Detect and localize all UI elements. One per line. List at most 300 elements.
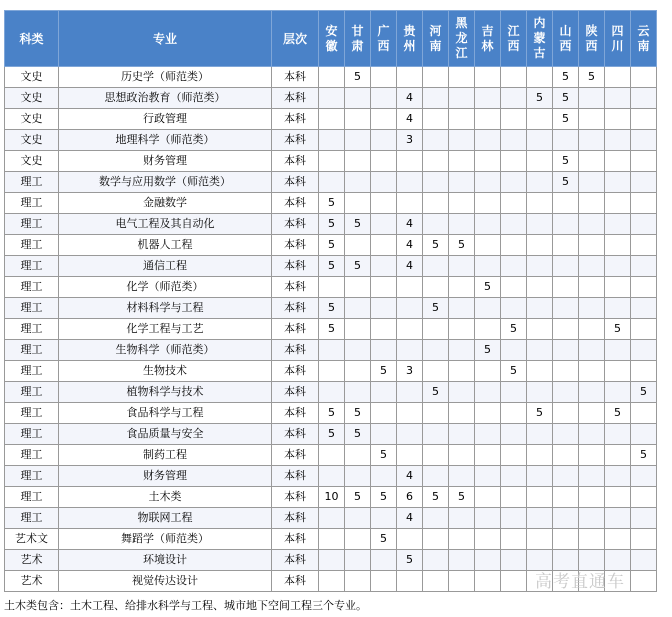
- cell-plan-count: [605, 382, 631, 403]
- header-province-char: 广: [377, 23, 390, 38]
- cell-plan-count: [371, 172, 397, 193]
- cell-plan-count: [345, 445, 371, 466]
- header-province-char: 徽: [325, 38, 338, 53]
- table-row: [5, 256, 657, 277]
- cell-plan-count: [553, 298, 579, 319]
- cell-plan-count: [527, 487, 553, 508]
- header-province-char: 四: [611, 23, 624, 38]
- cell-plan-count: [423, 529, 449, 550]
- header-province-char: 江: [455, 46, 468, 60]
- cell-plan-count: [527, 529, 553, 550]
- table-row: [5, 424, 657, 445]
- cell-category: 文史: [5, 88, 59, 109]
- cell-plan-count: [527, 361, 553, 382]
- cell-plan-count: [397, 445, 423, 466]
- cell-plan-count: [631, 235, 657, 256]
- table-row: [5, 403, 657, 424]
- table-row: [5, 340, 657, 361]
- cell-plan-count: 5: [579, 67, 605, 88]
- header-province: [345, 11, 371, 67]
- cell-plan-count: [527, 508, 553, 529]
- cell-plan-count: [553, 487, 579, 508]
- cell-plan-count: [631, 319, 657, 340]
- cell-plan-count: [527, 382, 553, 403]
- cell-plan-count: 5: [345, 256, 371, 277]
- cell-category: 文史: [5, 67, 59, 88]
- cell-major: 材料科学与工程: [59, 298, 272, 319]
- cell-plan-count: [449, 445, 475, 466]
- cell-plan-count: [605, 298, 631, 319]
- table-row: [5, 298, 657, 319]
- cell-plan-count: [527, 193, 553, 214]
- cell-plan-count: [423, 277, 449, 298]
- cell-plan-count: [423, 424, 449, 445]
- cell-plan-count: [371, 340, 397, 361]
- cell-plan-count: [397, 319, 423, 340]
- cell-plan-count: [605, 445, 631, 466]
- cell-plan-count: [475, 487, 501, 508]
- cell-plan-count: [527, 235, 553, 256]
- cell-major: 金融数学: [59, 193, 272, 214]
- cell-plan-count: [319, 571, 345, 592]
- cell-plan-count: [579, 193, 605, 214]
- table-row: [5, 214, 657, 235]
- cell-plan-count: [553, 277, 579, 298]
- cell-major: 制药工程: [59, 445, 272, 466]
- cell-category: 理工: [5, 277, 59, 298]
- cell-plan-count: [475, 445, 501, 466]
- cell-plan-count: [579, 256, 605, 277]
- cell-plan-count: [579, 424, 605, 445]
- cell-plan-count: [527, 130, 553, 151]
- cell-plan-count: [449, 277, 475, 298]
- cell-major: 思想政治教育（师范类）: [59, 88, 272, 109]
- header-province: [527, 11, 553, 67]
- cell-plan-count: [475, 550, 501, 571]
- cell-category: 艺术文: [5, 529, 59, 550]
- cell-plan-count: [319, 550, 345, 571]
- cell-plan-count: [501, 571, 527, 592]
- cell-plan-count: [423, 88, 449, 109]
- cell-plan-count: [423, 550, 449, 571]
- cell-plan-count: [475, 172, 501, 193]
- cell-plan-count: [397, 67, 423, 88]
- cell-major: 食品质量与安全: [59, 424, 272, 445]
- cell-category: 理工: [5, 214, 59, 235]
- cell-plan-count: [579, 466, 605, 487]
- table-row: [5, 361, 657, 382]
- cell-plan-count: [345, 340, 371, 361]
- cell-plan-count: [501, 130, 527, 151]
- cell-category: 理工: [5, 403, 59, 424]
- cell-major: 化学工程与工艺: [59, 319, 272, 340]
- cell-plan-count: [319, 67, 345, 88]
- cell-plan-count: [371, 550, 397, 571]
- cell-plan-count: 5: [501, 361, 527, 382]
- cell-plan-count: [319, 361, 345, 382]
- cell-plan-count: [501, 172, 527, 193]
- cell-plan-count: [449, 109, 475, 130]
- cell-plan-count: [449, 130, 475, 151]
- cell-plan-count: [423, 109, 449, 130]
- cell-plan-count: [527, 277, 553, 298]
- cell-plan-count: 5: [501, 319, 527, 340]
- cell-plan-count: [423, 319, 449, 340]
- cell-plan-count: [501, 235, 527, 256]
- table-row: [5, 235, 657, 256]
- cell-category: 理工: [5, 487, 59, 508]
- header-province-char: 州: [403, 38, 416, 53]
- cell-plan-count: [449, 88, 475, 109]
- cell-plan-count: [631, 109, 657, 130]
- cell-level: 本科: [272, 340, 319, 361]
- cell-plan-count: [631, 130, 657, 151]
- header-province-char: 云: [637, 23, 650, 38]
- cell-plan-count: [527, 340, 553, 361]
- cell-plan-count: [423, 466, 449, 487]
- cell-level: 本科: [272, 445, 319, 466]
- cell-plan-count: [345, 151, 371, 172]
- cell-plan-count: [553, 445, 579, 466]
- cell-category: 理工: [5, 466, 59, 487]
- cell-plan-count: [449, 319, 475, 340]
- table-row: [5, 151, 657, 172]
- cell-plan-count: [553, 193, 579, 214]
- cell-plan-count: [397, 151, 423, 172]
- cell-major: 植物科学与技术: [59, 382, 272, 403]
- cell-plan-count: [423, 130, 449, 151]
- cell-plan-count: [605, 130, 631, 151]
- cell-category: 理工: [5, 298, 59, 319]
- header-province-char: 西: [559, 38, 572, 53]
- cell-level: 本科: [272, 172, 319, 193]
- cell-plan-count: [631, 508, 657, 529]
- cell-level: 本科: [272, 382, 319, 403]
- cell-plan-count: 5: [345, 424, 371, 445]
- cell-level: 本科: [272, 424, 319, 445]
- header-province: [319, 11, 345, 67]
- cell-plan-count: [579, 109, 605, 130]
- cell-plan-count: [423, 571, 449, 592]
- cell-plan-count: [579, 529, 605, 550]
- cell-plan-count: [527, 445, 553, 466]
- header-province-char: 古: [533, 46, 546, 60]
- cell-plan-count: [345, 508, 371, 529]
- cell-plan-count: [527, 319, 553, 340]
- cell-plan-count: [423, 403, 449, 424]
- cell-major: 数学与应用数学（师范类）: [59, 172, 272, 193]
- cell-major: 视觉传达设计: [59, 571, 272, 592]
- cell-plan-count: 5: [475, 340, 501, 361]
- cell-plan-count: [631, 67, 657, 88]
- cell-plan-count: [371, 235, 397, 256]
- cell-plan-count: [527, 109, 553, 130]
- cell-major: 环境设计: [59, 550, 272, 571]
- header-province: [605, 11, 631, 67]
- cell-plan-count: [397, 571, 423, 592]
- cell-plan-count: [527, 67, 553, 88]
- cell-plan-count: [631, 424, 657, 445]
- cell-major: 物联网工程: [59, 508, 272, 529]
- cell-plan-count: [579, 382, 605, 403]
- cell-category: 理工: [5, 445, 59, 466]
- header-province-char: 蒙: [533, 31, 546, 45]
- cell-plan-count: [345, 277, 371, 298]
- cell-plan-count: [501, 487, 527, 508]
- cell-plan-count: [319, 445, 345, 466]
- cell-plan-count: [475, 424, 501, 445]
- cell-plan-count: [319, 172, 345, 193]
- cell-category: 理工: [5, 361, 59, 382]
- table-row: [5, 88, 657, 109]
- cell-plan-count: [423, 508, 449, 529]
- cell-plan-count: [579, 151, 605, 172]
- cell-level: 本科: [272, 214, 319, 235]
- cell-plan-count: 5: [449, 487, 475, 508]
- cell-plan-count: [449, 508, 475, 529]
- cell-plan-count: [579, 277, 605, 298]
- cell-plan-count: [423, 361, 449, 382]
- cell-major: 生物科学（师范类）: [59, 340, 272, 361]
- cell-plan-count: [475, 109, 501, 130]
- table-row: [5, 277, 657, 298]
- cell-major: 地理科学（师范类）: [59, 130, 272, 151]
- cell-plan-count: 3: [397, 130, 423, 151]
- cell-plan-count: [423, 172, 449, 193]
- cell-plan-count: [605, 361, 631, 382]
- cell-category: 理工: [5, 193, 59, 214]
- cell-plan-count: [605, 193, 631, 214]
- cell-plan-count: [319, 277, 345, 298]
- cell-plan-count: [371, 130, 397, 151]
- header-province-char: 贵: [403, 23, 416, 38]
- cell-plan-count: [553, 319, 579, 340]
- cell-plan-count: [579, 88, 605, 109]
- cell-plan-count: [553, 130, 579, 151]
- cell-plan-count: 5: [475, 277, 501, 298]
- cell-plan-count: [449, 151, 475, 172]
- cell-plan-count: [501, 340, 527, 361]
- table-row: [5, 508, 657, 529]
- header-province-char: 陕: [585, 23, 598, 38]
- cell-plan-count: [319, 529, 345, 550]
- cell-plan-count: [345, 235, 371, 256]
- cell-category: 文史: [5, 151, 59, 172]
- cell-plan-count: [579, 130, 605, 151]
- cell-level: 本科: [272, 88, 319, 109]
- cell-plan-count: [371, 403, 397, 424]
- cell-plan-count: [605, 424, 631, 445]
- cell-plan-count: 5: [449, 235, 475, 256]
- cell-category: 文史: [5, 130, 59, 151]
- cell-plan-count: [449, 256, 475, 277]
- table-row: [5, 382, 657, 403]
- cell-level: 本科: [272, 361, 319, 382]
- cell-plan-count: 5: [423, 487, 449, 508]
- cell-category: 理工: [5, 340, 59, 361]
- cell-plan-count: 5: [319, 298, 345, 319]
- cell-major: 舞蹈学（师范类）: [59, 529, 272, 550]
- header-province-char: 河: [429, 23, 442, 38]
- header-province: [475, 11, 501, 67]
- cell-plan-count: [605, 466, 631, 487]
- cell-plan-count: [605, 151, 631, 172]
- cell-major: 行政管理: [59, 109, 272, 130]
- table-row: [5, 193, 657, 214]
- cell-plan-count: [579, 319, 605, 340]
- cell-plan-count: [501, 277, 527, 298]
- cell-plan-count: [605, 277, 631, 298]
- cell-level: 本科: [272, 151, 319, 172]
- cell-plan-count: [527, 424, 553, 445]
- cell-major: 土木类: [59, 487, 272, 508]
- header-province-char: 肃: [351, 38, 364, 53]
- cell-plan-count: 5: [345, 67, 371, 88]
- header-province-char: 西: [377, 38, 390, 53]
- cell-plan-count: 5: [319, 319, 345, 340]
- cell-plan-count: [605, 487, 631, 508]
- table-row: [5, 529, 657, 550]
- header-category: 科类: [5, 11, 59, 67]
- cell-plan-count: [371, 508, 397, 529]
- cell-plan-count: [631, 151, 657, 172]
- header-province-char: 林: [481, 38, 494, 53]
- cell-plan-count: [371, 256, 397, 277]
- cell-plan-count: [475, 508, 501, 529]
- plan-table-wrapper: [4, 10, 657, 592]
- cell-plan-count: [605, 214, 631, 235]
- cell-plan-count: [631, 403, 657, 424]
- cell-plan-count: [475, 67, 501, 88]
- cell-plan-count: [527, 172, 553, 193]
- cell-plan-count: 5: [527, 403, 553, 424]
- cell-plan-count: 5: [553, 151, 579, 172]
- cell-plan-count: [371, 88, 397, 109]
- header-province-char: 内: [533, 16, 546, 30]
- cell-plan-count: [449, 403, 475, 424]
- cell-plan-count: 4: [397, 88, 423, 109]
- cell-plan-count: [501, 88, 527, 109]
- table-row: [5, 172, 657, 193]
- cell-plan-count: [475, 130, 501, 151]
- cell-category: 理工: [5, 382, 59, 403]
- cell-category: 艺术: [5, 571, 59, 592]
- cell-plan-count: [397, 172, 423, 193]
- header-province: [423, 11, 449, 67]
- cell-plan-count: 5: [319, 256, 345, 277]
- table-row: [5, 130, 657, 151]
- cell-plan-count: [345, 550, 371, 571]
- cell-level: 本科: [272, 130, 319, 151]
- cell-plan-count: [501, 109, 527, 130]
- cell-plan-count: [631, 571, 657, 592]
- cell-plan-count: [579, 361, 605, 382]
- cell-plan-count: 5: [397, 550, 423, 571]
- cell-plan-count: [501, 550, 527, 571]
- cell-level: 本科: [272, 550, 319, 571]
- cell-plan-count: [423, 445, 449, 466]
- cell-plan-count: 5: [605, 403, 631, 424]
- cell-plan-count: [475, 298, 501, 319]
- cell-plan-count: [501, 298, 527, 319]
- cell-plan-count: [397, 298, 423, 319]
- cell-plan-count: [345, 193, 371, 214]
- header-province-char: 江: [507, 23, 520, 38]
- cell-plan-count: [475, 193, 501, 214]
- cell-plan-count: [345, 361, 371, 382]
- cell-plan-count: [501, 151, 527, 172]
- cell-plan-count: [631, 214, 657, 235]
- cell-plan-count: [501, 256, 527, 277]
- cell-plan-count: [345, 109, 371, 130]
- cell-plan-count: [449, 382, 475, 403]
- cell-plan-count: 5: [319, 214, 345, 235]
- cell-plan-count: [501, 403, 527, 424]
- header-province-char: 川: [611, 38, 624, 53]
- cell-plan-count: [579, 235, 605, 256]
- cell-plan-count: 4: [397, 235, 423, 256]
- header-province: [449, 11, 475, 67]
- table-row: [5, 445, 657, 466]
- header-province-char: 安: [325, 23, 338, 38]
- cell-plan-count: [475, 151, 501, 172]
- cell-plan-count: [475, 571, 501, 592]
- cell-plan-count: [553, 403, 579, 424]
- header-province: [371, 11, 397, 67]
- cell-plan-count: [605, 340, 631, 361]
- cell-level: 本科: [272, 235, 319, 256]
- cell-plan-count: [319, 466, 345, 487]
- cell-plan-count: [371, 382, 397, 403]
- cell-plan-count: 6: [397, 487, 423, 508]
- cell-plan-count: 5: [319, 235, 345, 256]
- cell-plan-count: [605, 109, 631, 130]
- cell-plan-count: [553, 466, 579, 487]
- cell-plan-count: [371, 277, 397, 298]
- cell-level: 本科: [272, 466, 319, 487]
- cell-plan-count: [475, 382, 501, 403]
- cell-plan-count: 5: [631, 382, 657, 403]
- header-province: [553, 11, 579, 67]
- cell-plan-count: 5: [371, 445, 397, 466]
- cell-level: 本科: [272, 193, 319, 214]
- footnote: 土木类包含：土木工程、给排水科学与工程、城市地下空间工程三个专业。: [4, 599, 367, 612]
- cell-level: 本科: [272, 403, 319, 424]
- cell-plan-count: [345, 130, 371, 151]
- header-province-char: 龙: [455, 31, 468, 45]
- header-province-char: 西: [585, 38, 598, 53]
- cell-plan-count: [449, 529, 475, 550]
- cell-plan-count: [631, 529, 657, 550]
- header-province-char: 南: [637, 38, 650, 53]
- cell-plan-count: [631, 256, 657, 277]
- cell-plan-count: [527, 298, 553, 319]
- cell-plan-count: [631, 193, 657, 214]
- cell-plan-count: [501, 466, 527, 487]
- cell-plan-count: 4: [397, 508, 423, 529]
- header-province: [631, 11, 657, 67]
- cell-level: 本科: [272, 487, 319, 508]
- cell-plan-count: [397, 193, 423, 214]
- cell-plan-count: [319, 88, 345, 109]
- cell-plan-count: 5: [345, 214, 371, 235]
- cell-plan-count: [371, 109, 397, 130]
- cell-plan-count: 4: [397, 214, 423, 235]
- cell-plan-count: [605, 235, 631, 256]
- cell-plan-count: [345, 172, 371, 193]
- table-body: [5, 67, 657, 592]
- cell-plan-count: [371, 298, 397, 319]
